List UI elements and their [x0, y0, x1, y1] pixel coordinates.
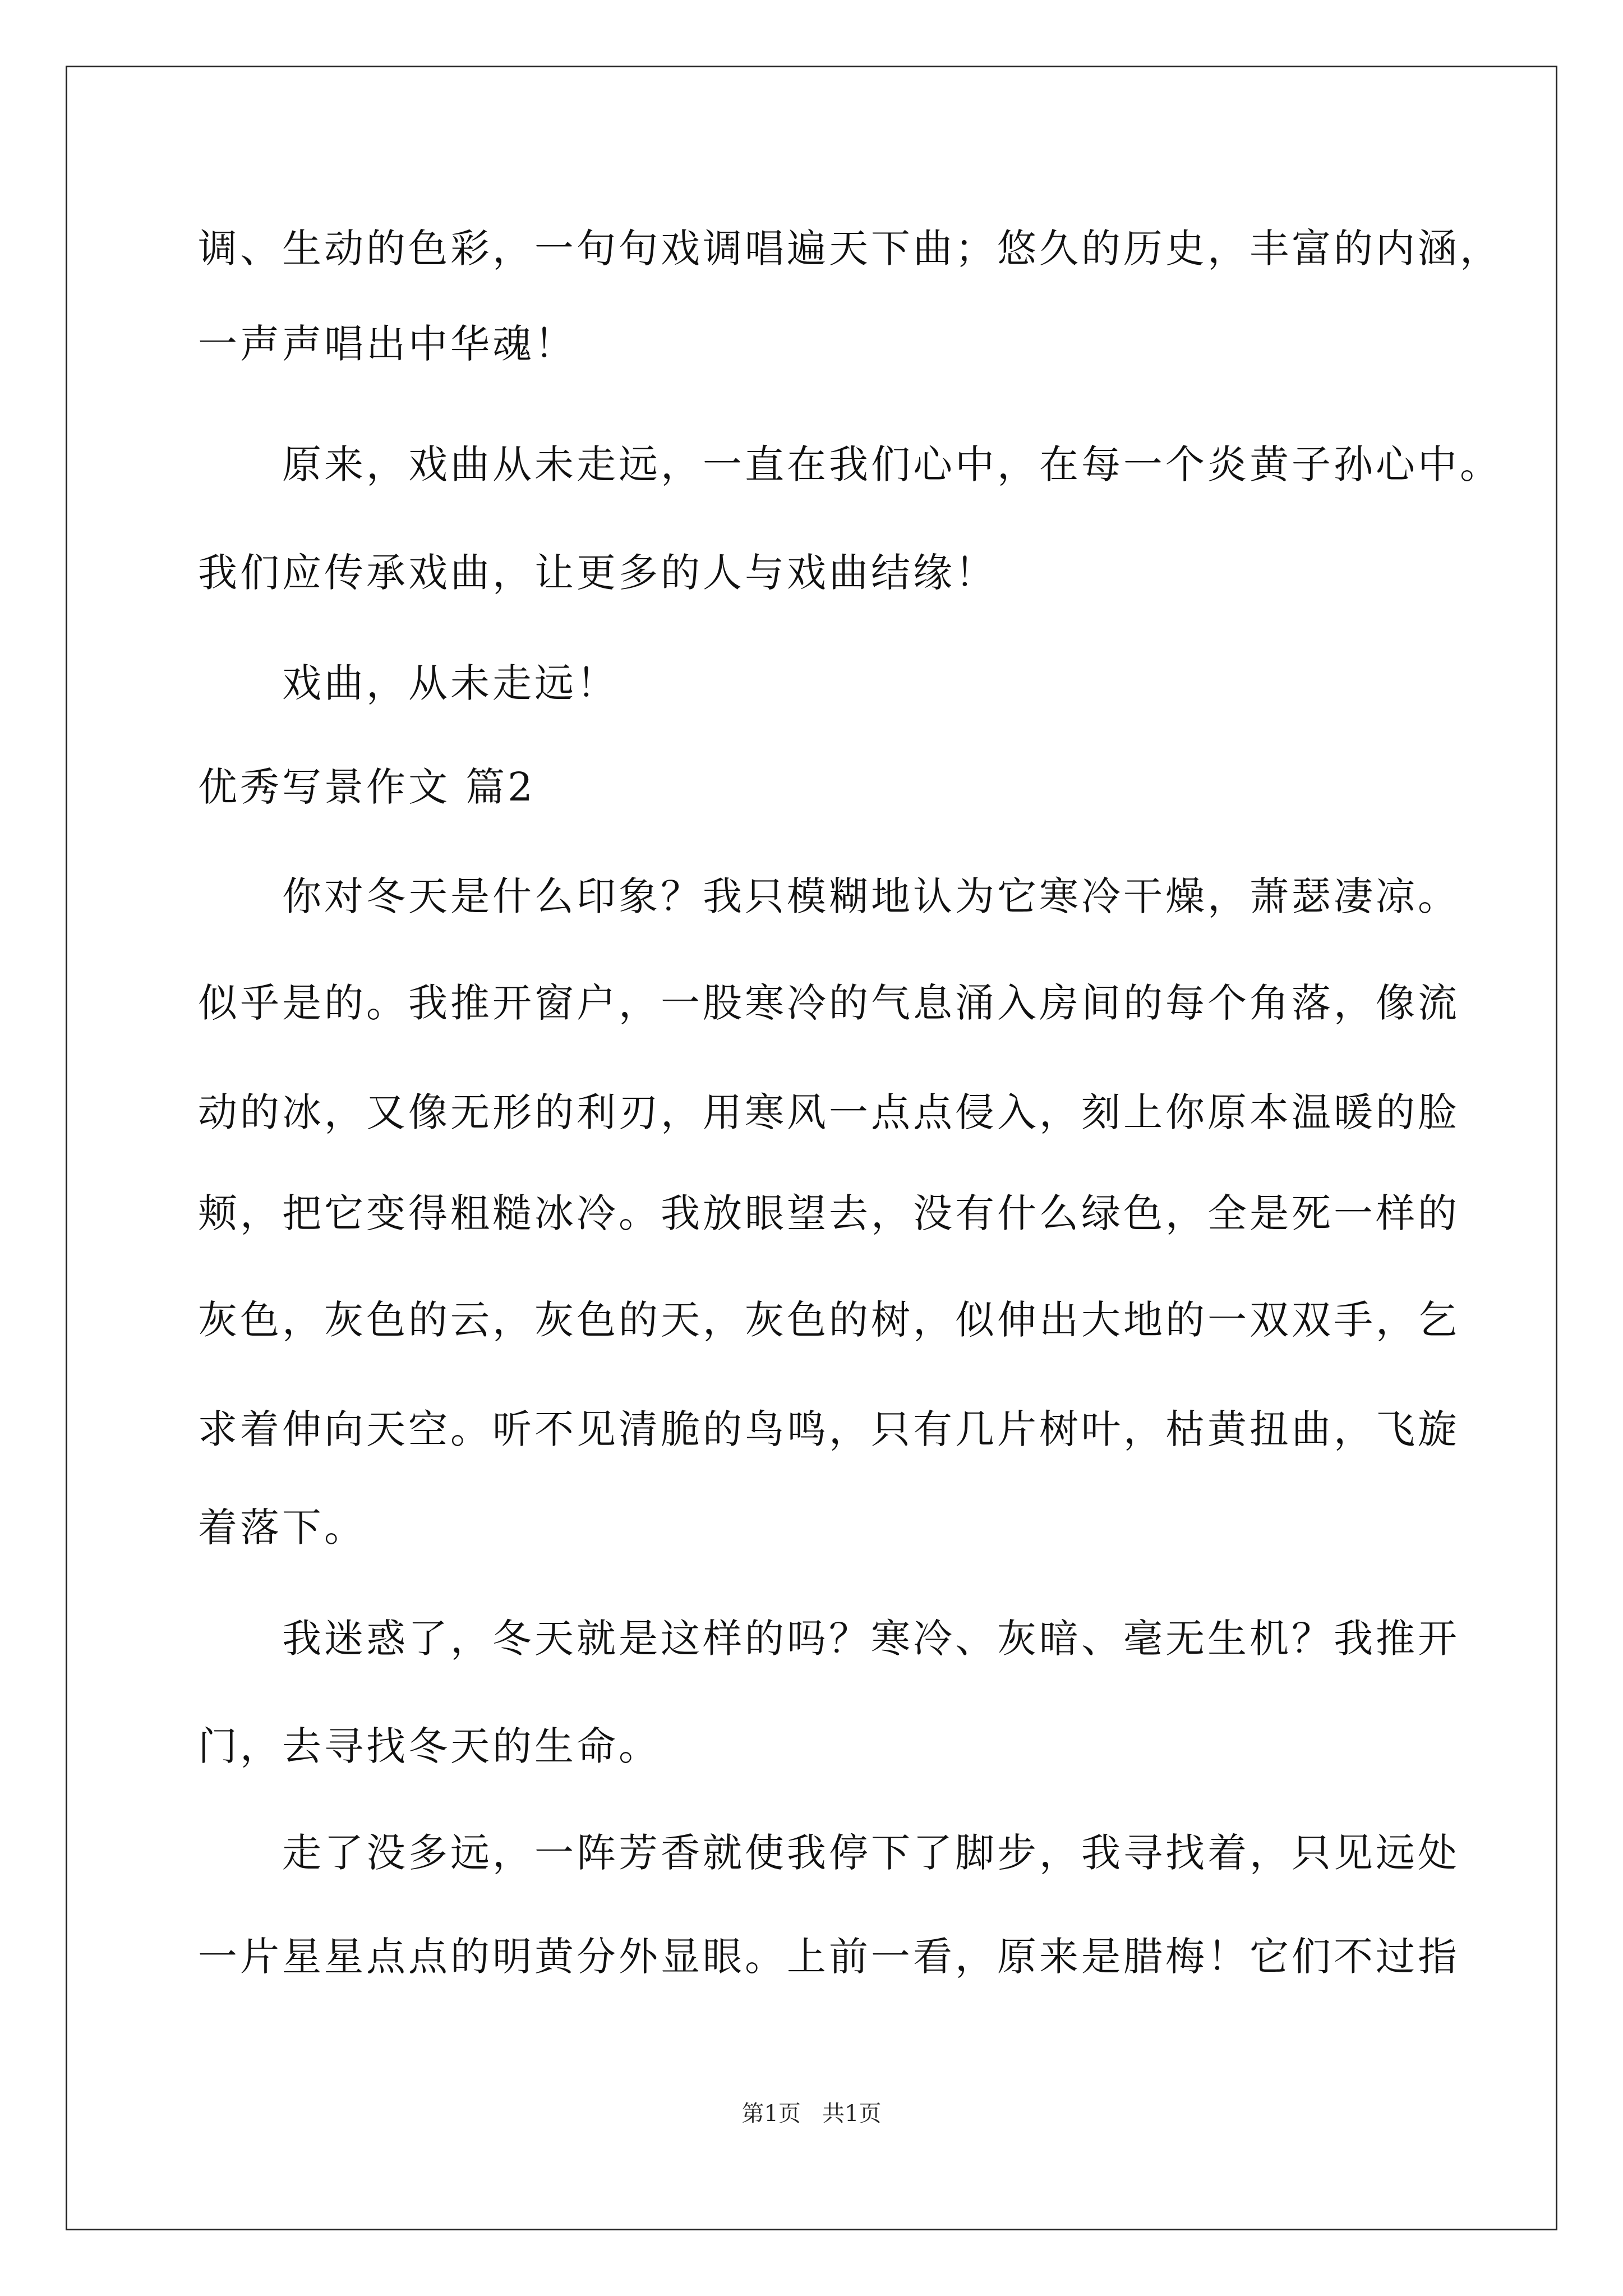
body-line-11: 求着伸向天空。听不见清脆的鸟鸣，只有几片树叶，枯黄扭曲，飞旋 [198, 1406, 1460, 1452]
body-line-3: 原来，戏曲从未走远，一直在我们心中，在每一个炎黄子孙心中。 [282, 441, 1502, 487]
body-line-5: 戏曲，从未走远！ [282, 660, 619, 706]
section-heading: 优秀写景作文 篇2 [198, 764, 536, 810]
body-line-16: 一片星星点点的明黄分外显眼。上前一看，原来是腊梅！它们不过指 [198, 1934, 1460, 1980]
body-line-6: 你对冬天是什么印象？我只模糊地认为它寒冷干燥，萧瑟凄凉。 [282, 873, 1460, 919]
body-line-2: 一声声唱出中华魂！ [198, 321, 577, 367]
body-line-9: 颊，把它变得粗糙冰冷。我放眼望去，没有什么绿色，全是死一样的 [198, 1190, 1460, 1236]
body-line-4: 我们应传承戏曲，让更多的人与戏曲结缘！ [198, 550, 997, 596]
body-line-7: 似乎是的。我推开窗户，一股寒冷的气息涌入房间的每个角落，像流 [198, 980, 1460, 1026]
page-border [66, 66, 1557, 2230]
page-footer: 第1页 共1页 [741, 2101, 882, 2127]
body-line-15: 走了没多远，一阵芳香就使我停下了脚步，我寻找着，只见远处 [282, 1830, 1460, 1876]
body-line-10: 灰色，灰色的云，灰色的天，灰色的树，似伸出大地的一双双手，乞 [198, 1297, 1460, 1343]
body-line-13: 我迷惑了，冬天就是这样的吗？寒冷、灰暗、毫无生机？我推开 [282, 1616, 1460, 1662]
body-line-12: 着落下。 [198, 1504, 366, 1550]
body-line-8: 动的冰，又像无形的利刃，用寒风一点点侵入，刻上你原本温暖的脸 [198, 1089, 1460, 1135]
body-line-1: 调、生动的色彩，一句句戏调唱遍天下曲；悠久的历史，丰富的内涵， [198, 226, 1502, 272]
body-line-14: 门，去寻找冬天的生命。 [198, 1723, 661, 1769]
